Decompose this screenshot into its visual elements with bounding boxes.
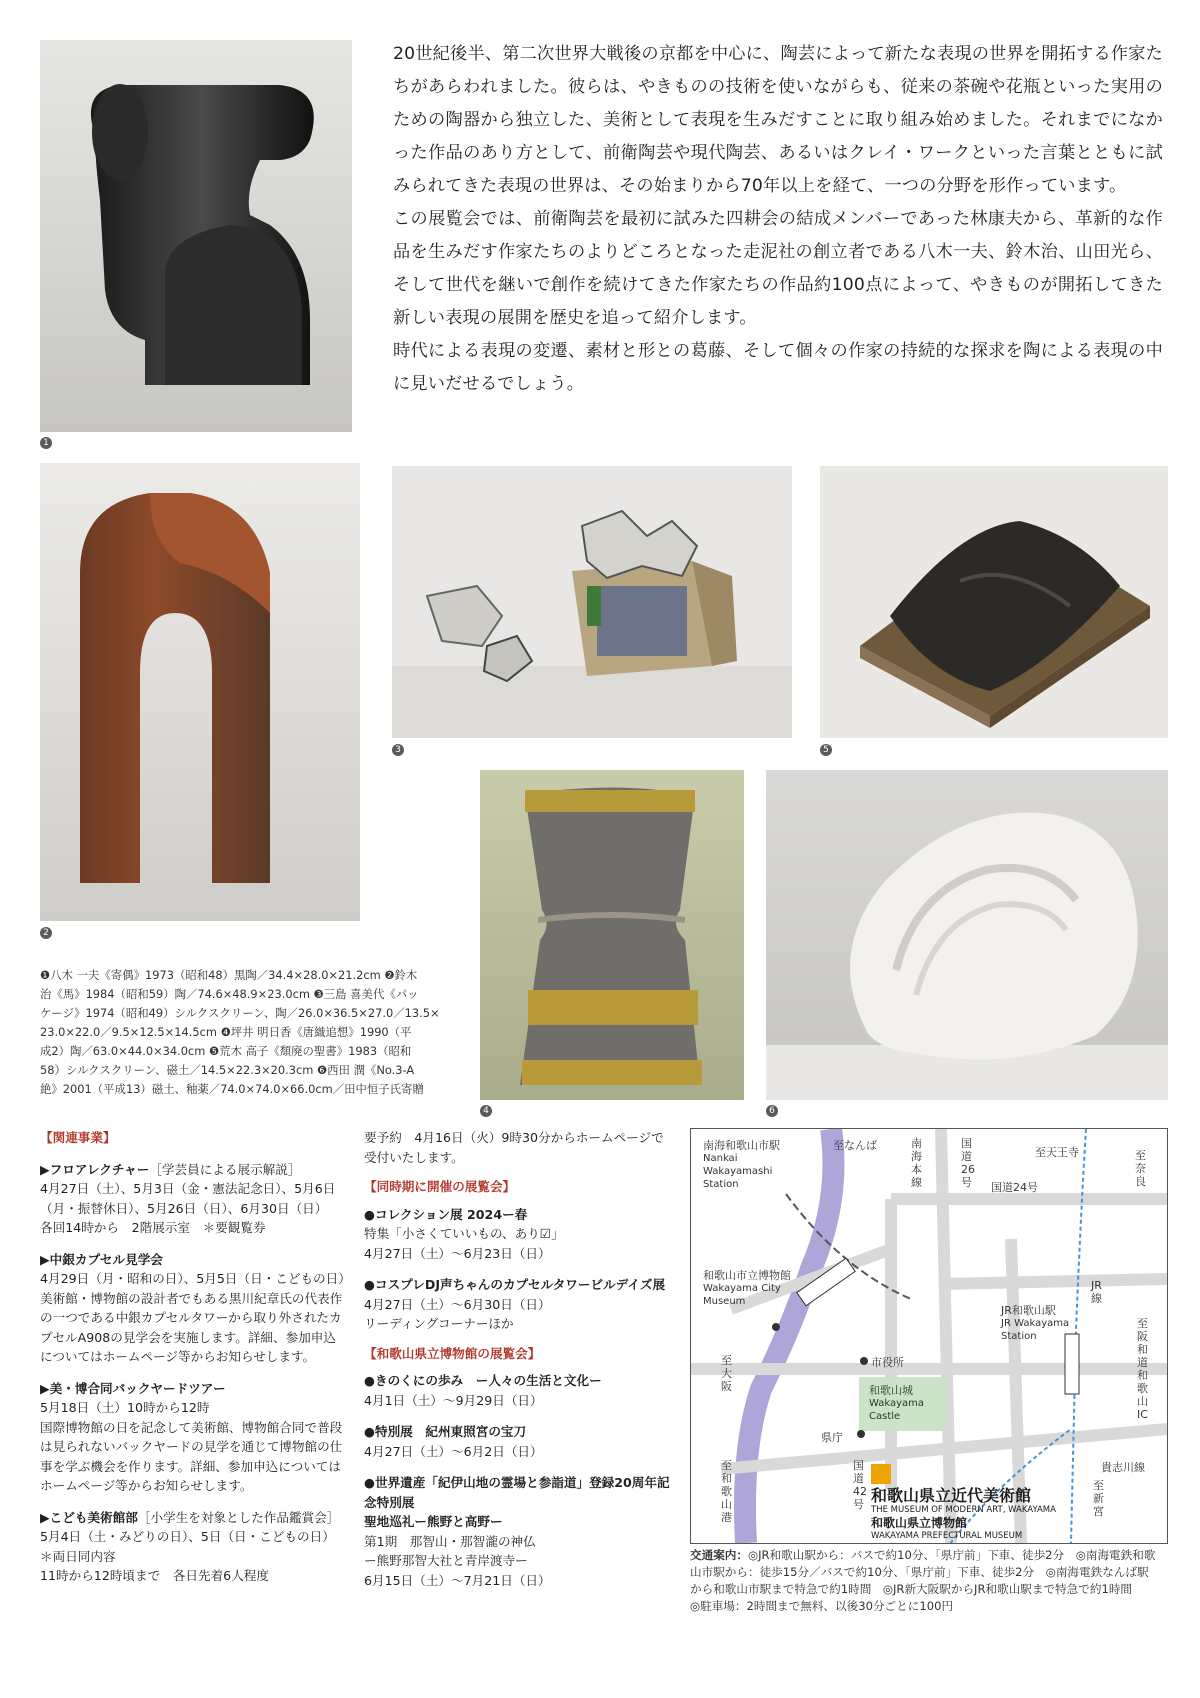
event-line: 11時から12時頃まで 各日先着6人程度: [40, 1568, 269, 1583]
label-line: Wakayama: [869, 1398, 925, 1409]
museum-title: ●世界遺産「紀伊山地の霊場と参詣道」登録20周年記念特別展: [364, 1475, 670, 1510]
map-label-to-tennoji: 至天王寺: [1035, 1146, 1079, 1159]
event-title-kids-club: [40, 1508, 345, 1528]
event-title-text: ▶フロアレクチャー: [40, 1161, 150, 1177]
event-title-capsule-tour: [40, 1250, 345, 1270]
photo-number-5: 5: [820, 744, 832, 756]
label-line: JR和歌山駅: [1001, 1304, 1056, 1317]
label-line: Station: [1001, 1331, 1037, 1342]
museum-line: 4月27日（土）〜6月2日（日）: [364, 1443, 543, 1459]
concurrent-title: ●コレクション展 2024ー春: [364, 1206, 528, 1222]
museum-line: 聖地巡礼ー熊野と高野ー: [364, 1514, 503, 1529]
map-label-kishigawa-line: 貴志川線: [1101, 1461, 1145, 1474]
concurrent-line: 特集「小さくていいもの、あり☑」: [364, 1226, 564, 1241]
photo-number-2: 2: [40, 927, 52, 939]
label-line: 和歌山城: [869, 1384, 913, 1397]
event-line: ＊両日同内容: [40, 1548, 116, 1564]
concurrent-line: リーディングコーナーほか: [364, 1316, 514, 1331]
event-title-text: ▶こども美術館部: [40, 1509, 138, 1525]
map-label-nankai-line: 南海本線: [911, 1137, 922, 1189]
artwork-photo-1: [40, 40, 352, 432]
artwork-photo-5: [820, 466, 1168, 738]
map-label-city-museum: [703, 1269, 791, 1308]
map-label-to-namba: 至なんば: [833, 1139, 877, 1152]
label-pref-museum-jp: 和歌山県立博物館: [871, 1516, 968, 1530]
caption-line: 絶》2001（平成13）磁土、釉薬／74.0×74.0×66.0cm／田中恒子氏寄贈: [40, 1082, 424, 1096]
event-line: 4月29日（月・昭和の日）、5月5日（日・こどもの日）: [40, 1271, 351, 1286]
label-pref-museum-en: WAKAYAMA PREFECTURAL MUSEUM: [871, 1531, 1023, 1541]
access-map: [690, 1128, 1168, 1544]
concurrent-heading: 【同時期に開催の展覧会】: [364, 1179, 516, 1194]
event-line: 5月4日（土・みどりの日）、5日（日・こどもの日）: [40, 1529, 335, 1544]
map-label-museums: [871, 1486, 1161, 1542]
label-line: Station: [703, 1179, 739, 1190]
intro-text: [393, 38, 1163, 401]
museum-title: ●きのくにの歩み ー人々の生活と文化ー: [364, 1373, 602, 1388]
event-line: 美術館・博物館の設計者でもある黒川紀章氏の代表作の一つである中銀カプセルタワーから取り外されたカプセルA908の見学会を実施します。詳細、参加申込についてはホームページ等からお知らせします。: [40, 1290, 343, 1364]
map-label-route24: 国道24号: [991, 1181, 1038, 1194]
artwork-captions: [40, 966, 460, 1099]
access-line: ◎駐車場：2時間まで無料、以後30分ごとに100円: [690, 1599, 954, 1613]
event-line: 5月18日（土）10時から12時: [40, 1400, 210, 1415]
label-line: Museum: [703, 1296, 746, 1307]
artwork-photo-4: [480, 770, 744, 1100]
caption-line: ケージ》1974（昭和49）シルクスクリーン、陶／26.0×36.5×27.0／13.5×: [40, 1006, 440, 1020]
label-line: Wakayamashi: [703, 1166, 773, 1177]
photo-number-6: 6: [766, 1105, 778, 1117]
map-label-to-nara: 至奈良: [1135, 1149, 1146, 1188]
event-note: ［小学生を対象とした作品鑑賞会］: [137, 1509, 340, 1525]
artwork-photo-3: [392, 466, 792, 738]
concurrent-line: 4月27日（土）〜6月30日（日）: [364, 1296, 551, 1312]
event-line: 各回14時から 2階展示室 ＊要観覧券: [40, 1220, 266, 1235]
museum-line: 6月15日（土）〜7月21日（日）: [364, 1572, 551, 1588]
event-note: ［学芸員による展示解説］: [149, 1161, 301, 1177]
event-title-text: ▶美・博合同バックヤードツアー: [40, 1380, 226, 1396]
access-info: [690, 1547, 1170, 1615]
map-label-route26: 国道26号: [961, 1137, 975, 1189]
map-label-to-wakayama-port: 至和歌山港: [721, 1459, 732, 1524]
caption-line: 成2）陶／63.0×44.0×34.0cm ❺荒木 高子《頽廃の聖書》1983（昭和: [40, 1044, 412, 1058]
intro-paragraph-3: 時代による表現の変遷、素材と形との葛藤、そして個々の作家の持続的な探求を陶による表現の中に見いだせるでしょう。: [393, 341, 1163, 394]
caption-line: 治《馬》1984（昭和59）陶／74.6×48.9×23.0cm ❸三島 喜美代《パッ: [40, 987, 419, 1001]
event-line: 国際博物館の日を記念して美術館、博物館合同で普段は見られないバックヤードの見学を通じて博物館の仕事を学ぶ機会を作ります。詳細、参加申込についてはホームページ等からお知らせします。: [40, 1419, 343, 1493]
label-line: Castle: [869, 1411, 901, 1422]
intro-paragraph-1: 20世紀後半、第二次世界大戦後の京都を中心に、陶芸によって新たな表現の世界を開拓する作家たちがあらわれました。彼らは、やきものの技術を使いながらも、従来の茶碗や花瓶といった実用のための陶器から独立した、美術として表現を生みだすことに取り組み始めました。それまでになかった作品のあり方として、前衛陶芸や現代陶芸、あるいはクレイ・ワークといった言葉とともに試みられてきた表現の世界は、その始まりから70年以上を経て、一つの分野を形作っています。: [393, 44, 1163, 196]
caption-line: 58）シルクスクリーン、磁土／14.5×22.3×20.3cm ❻西田 潤《No.3-A: [40, 1063, 415, 1077]
access-line: 山市駅から：徒歩15分／バスで約10分、「県庁前」下車、徒歩2分 ◎南海電鉄なんば駅: [690, 1565, 1149, 1579]
museum-line: ー熊野那智大社と青岸渡寺ー: [364, 1553, 528, 1568]
related-heading: 【関連事業】: [40, 1130, 116, 1145]
map-label-to-shingu: 至新宮: [1093, 1479, 1104, 1518]
related-events: [40, 1128, 351, 1586]
map-label-nankai-station: [703, 1139, 780, 1191]
label-line: Nankai: [703, 1153, 738, 1164]
intro-paragraph-2: この展覧会では、前衛陶芸を最初に試みた四耕会の結成メンバーであった林康夫から、革新的な作品を生みだす作家たちのよりどころとなった走泥社の創立者である八木一夫、鈴木治、山田光ら、そして世代を継いで創作を続けてきた作家たちの作品約100点によって、やきものが開拓してきた新しい表現の展開を歴史を追って紹介します。: [393, 209, 1163, 328]
access-label: 交通案内：: [690, 1548, 748, 1562]
event-title-backyard-tour: [40, 1379, 345, 1399]
photo-number-3: 3: [392, 744, 404, 756]
map-label-to-osaka: 至大阪: [721, 1354, 732, 1393]
map-label-jr-station: [1001, 1304, 1069, 1343]
caption-line: ❶八木 一夫《寄偶》1973（昭和48）黒陶／34.4×28.0×21.2cm ❷鈴木: [40, 968, 418, 982]
museum-line: 第1期 那智山・那智瀧の神仏: [364, 1533, 536, 1549]
concurrent-line: 4月27日（土）〜6月23日（日）: [364, 1245, 551, 1261]
event-title-floor-lecture: [40, 1160, 345, 1180]
label-line: 南海和歌山市駅: [703, 1139, 780, 1152]
label-line: 和歌山市立博物館: [703, 1269, 791, 1282]
museum-line: 4月1日（土）〜9月29日（日）: [364, 1392, 543, 1408]
artwork-photo-2: [40, 463, 360, 921]
access-text: ◎JR和歌山駅から：バスで約10分、「県庁前」下車、徒歩2分 ◎南海電鉄和歌: [747, 1548, 1156, 1562]
access-line: から和歌山市駅まで特急で約1時間 ◎JR新大阪駅からJR和歌山駅まで特急で約1時間: [690, 1582, 1133, 1596]
event-line: 4月27日（土）、5月3日（金・憲法記念日）、5月6日（月・振替休日）、5月26日（日）、6月30日（日）: [40, 1181, 336, 1216]
photo-number-1: 1: [40, 437, 52, 449]
reservation-note: 要予約 4月16日（火）9時30分からホームページで受付いたします。: [364, 1130, 664, 1165]
event-title-text: ▶中銀カプセル見学会: [40, 1251, 163, 1267]
label-line: Wakayama City: [703, 1283, 781, 1294]
label-moma-en: THE MUSEUM OF MODERN ART, WAKAYAMA: [871, 1505, 1056, 1515]
museum-heading: 【和歌山県立博物館の展覧会】: [364, 1345, 541, 1361]
map-label-route42: 国道42号: [853, 1459, 867, 1511]
photo-number-4: 4: [480, 1105, 492, 1117]
caption-line: 23.0×22.0／9.5×12.5×14.5cm ❹坪井 明日香《唐織追想》1990（平: [40, 1025, 412, 1039]
concurrent-exhibitions: [364, 1128, 674, 1590]
label-line: JR Wakayama: [1001, 1318, 1070, 1329]
artwork-photo-6: [766, 770, 1168, 1100]
museum-title: ●特別展 紀州東照宮の宝刀: [364, 1424, 527, 1439]
access-line: [690, 1547, 1170, 1564]
map-label-to-hanwa-ic: 至阪和道和歌山IC: [1137, 1317, 1148, 1421]
label-moma-jp: 和歌山県立近代美術館: [871, 1486, 1032, 1505]
concurrent-title: ●コスプレDJ声ちゃんのカプセルタワービルデイズ展: [364, 1277, 666, 1292]
map-label-city-hall: 市役所: [871, 1356, 904, 1369]
map-label-pref-office: 県庁: [821, 1431, 843, 1444]
map-label-jr-line: JR線: [1091, 1279, 1102, 1305]
map-label-castle: [869, 1384, 924, 1423]
